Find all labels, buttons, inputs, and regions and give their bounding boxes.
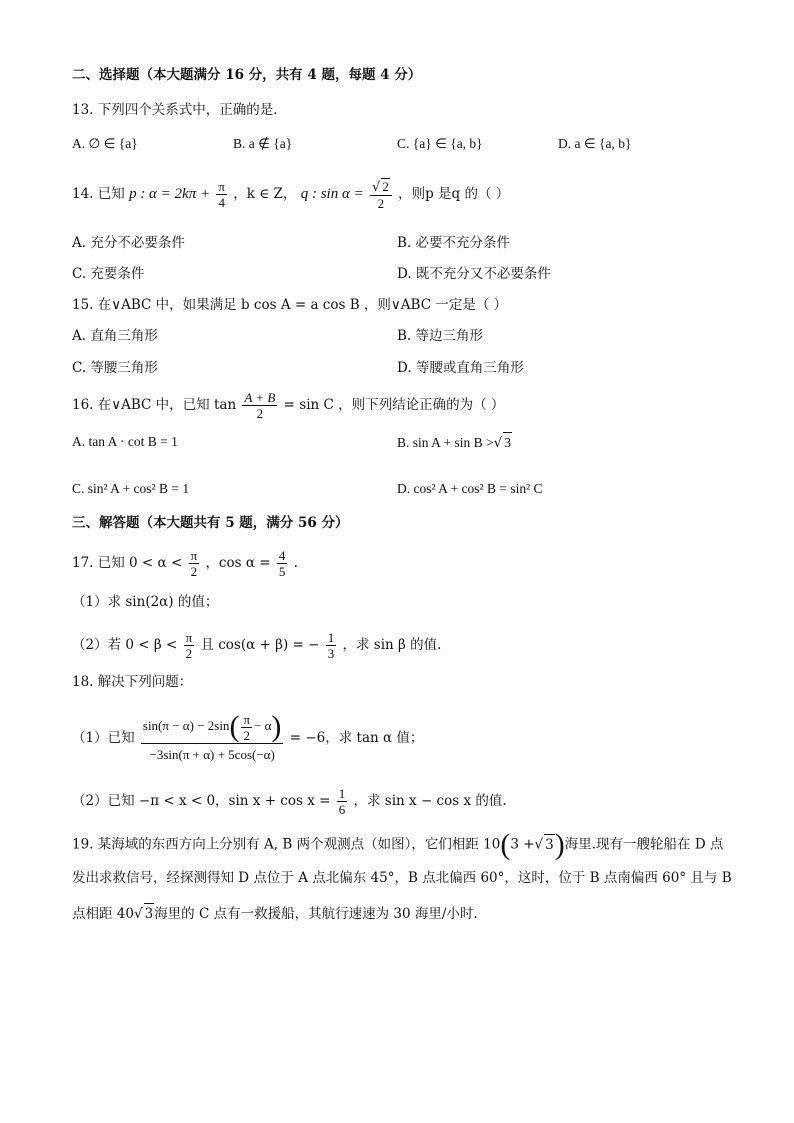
q18-p1-pre: （1）已知	[72, 730, 135, 746]
q19-l1b: 3 +	[510, 836, 535, 853]
q16-b-sqrt-arg: 3	[503, 432, 512, 453]
q17-p2-fraction-1-3	[326, 630, 337, 661]
q14-option-a: A. 充分不必要条件	[72, 235, 185, 251]
q14-option-c: C. 充要条件	[72, 266, 145, 282]
q18-inner-fraction	[241, 712, 252, 743]
q18-inner-two: 2	[243, 727, 250, 743]
q16-fraction	[242, 390, 277, 421]
q19-l1a: 19. 某海域的东西方向上分别有 A, B 两个观测点（如图），它们相距 10	[72, 836, 501, 853]
q17-mid: ，cos α =	[205, 555, 271, 571]
q17-fraction-4-5	[277, 548, 288, 579]
q17-pi: π	[190, 548, 198, 563]
question-19-line-3	[72, 903, 478, 924]
radical-icon: √	[372, 180, 381, 195]
q14-p: p : α = 2kπ +	[129, 186, 211, 202]
q13-option-b: B. a ∉ {a}	[233, 136, 293, 151]
q13-option-c: C. {a} ∈ {a, b}	[397, 136, 483, 151]
q17-two: 2	[190, 564, 198, 579]
q19-l3a: 点相距 40	[72, 906, 134, 922]
q17-p2-one: 1	[327, 630, 335, 645]
q16-option-a: A. tan A · cot B = 1	[72, 434, 178, 449]
question-16-stem	[72, 390, 504, 421]
q15-option-c: C. 等腰三角形	[72, 360, 158, 376]
q19-l1d: 海里.现有一艘轮船在 D 点	[564, 836, 724, 853]
question-15-stem: 15. 在∨ABC 中，如果满足 b cos A = a cos B ，则∨ABC 一定是（ ）	[72, 297, 508, 313]
q14-sqrt-arg: 2	[382, 179, 389, 194]
q18-p2-six: 6	[338, 802, 346, 817]
q18-part-2	[72, 786, 507, 817]
right-paren-icon: )	[554, 828, 565, 861]
question-18-stem: 18. 解决下列问题：	[72, 674, 193, 690]
section-3-heading: 三、解答题（本大题共有 5 题，满分 56 分）	[72, 515, 349, 531]
q15-option-d: D. 等腰或直角三角形	[397, 360, 524, 376]
q14-option-d: D. 既不充分又不必要条件	[397, 266, 551, 282]
q14-den: 2	[377, 196, 385, 211]
question-19-line-1	[72, 830, 723, 860]
q16-post: = sin C ，则下列结论正确的为（ ）	[283, 397, 505, 413]
q16-pre: 16. 在∨ABC 中，已知 tan	[72, 397, 237, 413]
q17-pre: 17. 已知 0 < α <	[72, 555, 183, 571]
q15-option-a: A. 直角三角形	[72, 328, 158, 344]
q16-b-text: B. sin A + sin B >	[397, 435, 494, 450]
q18-part-1	[72, 708, 423, 768]
q14-fraction-pi-4	[216, 179, 227, 210]
q18-num-text: sin(π − α) − 2sin	[142, 718, 230, 734]
q17-p2-two: 2	[185, 646, 193, 661]
question-19-line-2: 发出求救信号，经探测得知 D 点位于 A 点北偏东 45°，B 点北偏西 60°，这时，位于 B 点南偏西 60° 且与 B	[72, 870, 732, 886]
q15-option-b: B. 等边三角形	[397, 328, 484, 344]
q16-den: 2	[256, 406, 264, 421]
q14-option-b: B. 必要不充分条件	[397, 235, 511, 251]
section-2-heading: 二、选择题（本大题满分 16 分，共有 4 题，每题 4 分）	[72, 67, 422, 83]
q16-option-d: D. cos² A + cos² B = sin² C	[397, 481, 543, 496]
right-paren-icon: )	[271, 710, 282, 744]
q17-fraction-pi-2	[189, 548, 200, 579]
q19-l3b: 3	[144, 903, 155, 924]
q17-four: 4	[278, 548, 286, 563]
q17-p2-three: 3	[327, 646, 335, 661]
q18-p2-fraction-1-6	[337, 786, 348, 817]
radical-icon: √	[534, 836, 544, 853]
radical-icon: √	[493, 435, 503, 451]
q17-p2-mid: 且 cos(α + β) = −	[200, 637, 320, 653]
left-paren-icon: (	[500, 828, 511, 861]
q18-p2-end: ，求 sin x − cos x 的值.	[353, 793, 507, 809]
q13-option-d: D. a ∈ {a, b}	[558, 136, 632, 151]
q17-part-1: （1）求 sin(2α) 的值；	[72, 594, 219, 610]
q14-q: q : sin α =	[300, 186, 364, 202]
q18-p2-one: 1	[338, 786, 346, 801]
q18-big-fraction	[141, 711, 284, 766]
q17-part-2	[72, 630, 441, 661]
q17-p2-pre: （2）若 0 < β <	[72, 637, 178, 653]
q18-denominator: −3sin(π + α) + 5cos(−α)	[149, 746, 275, 762]
q17-five: 5	[278, 564, 286, 579]
q17-end: .	[293, 555, 298, 571]
q16-option-c: C. sin² A + cos² B = 1	[72, 481, 190, 496]
q17-p2-end: ，求 sin β 的值.	[342, 637, 442, 653]
q18-eq: = −6，求 tan α 值；	[289, 730, 424, 746]
question-17-stem	[72, 548, 298, 579]
q17-p2-pi: π	[185, 630, 193, 645]
q14-num: 14. 已知	[72, 186, 125, 202]
q14-pi: π	[218, 179, 225, 194]
q13-option-a: A. ∅ ∈ {a}	[72, 136, 138, 151]
q16-num: A + B	[244, 390, 276, 405]
radical-icon: √	[133, 906, 143, 922]
q18-numerator	[141, 711, 284, 744]
q14-tail: ，则p 是q 的（ ）	[398, 186, 510, 202]
q16-option-b	[397, 432, 512, 453]
question-13-stem: 13. 下列四个关系式中，正确的是.	[72, 102, 278, 118]
q18-p2-pre: （2）已知 −π < x < 0，sin x + cos x =	[72, 793, 331, 809]
left-paren-icon: (	[229, 710, 240, 744]
q19-l3c: 海里的 C 点有一救援船，其航行速速为 30 海里/小时.	[154, 906, 478, 922]
q14-fraction-sqrt2-2	[370, 178, 392, 211]
q18-inner-pi: π	[243, 711, 251, 727]
q18-inner-minus: − α	[254, 718, 272, 734]
question-14-stem	[72, 178, 509, 211]
q14-k: ，k ∈ Z，	[233, 186, 297, 202]
q17-p2-fraction-pi-2	[184, 630, 195, 661]
q14-four: 4	[218, 195, 225, 210]
q19-l1c: 3	[544, 834, 555, 855]
